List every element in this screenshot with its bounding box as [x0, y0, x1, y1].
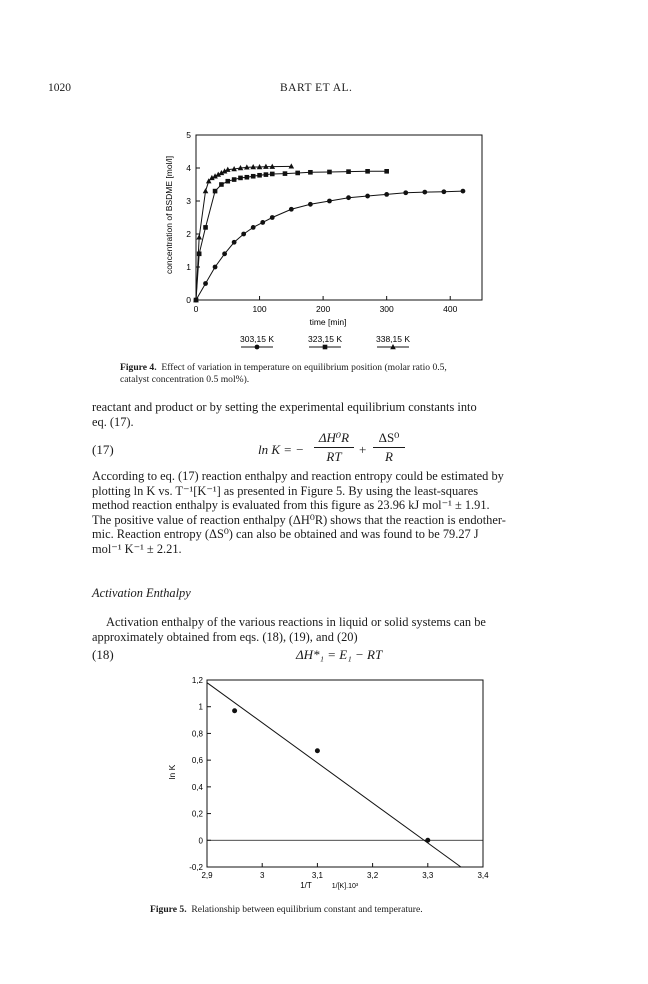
- figure-4-data-point: [260, 220, 265, 225]
- figure-5-data-point: [232, 708, 237, 713]
- figure-4-data-point: [441, 189, 446, 194]
- figure-4-data-point: [203, 281, 208, 286]
- figure-4-data-point: [365, 169, 370, 174]
- figure-4-caption-line-2: catalyst concentration 0.5 mol%).: [120, 374, 250, 385]
- figure-5-chart: [165, 672, 495, 902]
- figure-4-x-tick-label: 100: [252, 304, 267, 314]
- figure-4-data-point: [422, 190, 427, 195]
- figure-5-x-tick-label: 2,9: [201, 871, 213, 880]
- paragraph-1: [92, 400, 562, 429]
- equation-18-number: (18): [92, 647, 114, 662]
- figure-4-x-tick-label: 400: [443, 304, 458, 314]
- paragraph-2: [92, 469, 562, 557]
- equation-17-numerator-2: ΔS⁰: [378, 430, 400, 445]
- equation-17-number: (17): [92, 442, 114, 457]
- figure-5-caption: [150, 904, 510, 916]
- figure-4-data-point: [232, 240, 237, 245]
- figure-4-data-point: [251, 174, 256, 179]
- figure-5-plot-frame: [207, 680, 483, 867]
- figure-4-x-tick-label: 200: [316, 304, 331, 314]
- figure-5-x-axis-label: 1/T: [300, 881, 312, 890]
- paragraph-1-line-1: reactant and product or by setting the experimental equilibrium constants into: [92, 400, 477, 414]
- figure-5-x-tick-label: 3: [259, 871, 265, 880]
- figure-5-x-tick-label: 3,4: [477, 871, 489, 880]
- equation-17-plus: +: [359, 442, 367, 457]
- paragraph-2-line-4: The positive value of reaction enthalpy (ΔH⁰R) shows that the reaction is endother-: [92, 512, 506, 527]
- figure-4-y-axis-label: concentration of BSDME [mol/l]: [164, 155, 174, 275]
- equation-17-denominator-2: R: [385, 449, 393, 464]
- figure-4-data-point: [384, 192, 389, 197]
- figure-5-x-tick-label: 3,1: [311, 871, 323, 880]
- figure-4-data-point: [241, 232, 246, 237]
- figure-4-data-point: [219, 182, 224, 187]
- figure-4-data-point: [213, 189, 218, 194]
- figure-4-data-point: [346, 195, 351, 200]
- figure-4-data-point: [270, 215, 275, 220]
- figure-4-plot-frame: [196, 135, 482, 300]
- figure-4-data-point: [196, 234, 202, 239]
- figure-5-y-axis-label: ln K: [167, 764, 177, 780]
- paragraph-2-line-1: According to eq. (17) reaction enthalpy and reaction entropy could be estimated by: [92, 469, 504, 483]
- figure-4-data-point: [251, 225, 256, 230]
- paragraph-2-line-5: mic. Reaction entropy (ΔS⁰) can also be obtained and was found to be 79.27 J: [92, 527, 479, 542]
- figure-5-caption-body: Relationship between equilibrium constant and temperature.: [191, 904, 423, 915]
- figure-4-data-point: [327, 199, 332, 204]
- equation-17-fraction-bar-1: [314, 447, 354, 448]
- figure-4-data-point: [308, 202, 313, 207]
- figure-4-caption-line-1: Effect of variation in temperature on equilibrium position (molar ratio 0.5,: [161, 362, 447, 373]
- figure-4-data-point: [308, 170, 313, 175]
- paragraph-1-line-2: eq. (17).: [92, 414, 134, 429]
- equation-17-fraction-bar-2: [373, 447, 405, 448]
- figure-4-data-point: [384, 169, 389, 174]
- figure-5-regression-line: [207, 683, 461, 867]
- paragraph-2-line-6: mol⁻¹ K⁻¹ ± 2.21.: [92, 541, 182, 556]
- equation-17-lhs: ln K = −: [258, 442, 305, 457]
- figure-4-y-tick-label: 5: [186, 130, 191, 140]
- figure-4-y-tick-label: 2: [186, 229, 191, 239]
- equation-18: ΔH*₁ = E₁ − RT: [296, 647, 383, 662]
- equation-17-denominator-1: RT: [326, 449, 342, 464]
- figure-5-y-tick-label: 0,8: [191, 729, 203, 739]
- paragraph-3-line-2: approximately obtained from eqs. (18), (19), and (20): [92, 629, 358, 644]
- figure-4-legend-label: 338,15 K: [375, 334, 411, 344]
- figure-4-legend-label: 303,15 K: [239, 334, 275, 344]
- figure-4-series-line: [196, 171, 387, 300]
- figure-4-x-axis-label: time [min]: [309, 317, 347, 327]
- figure-5-x-tick-label: 3,3: [422, 871, 434, 880]
- page-number: 1020: [48, 82, 71, 94]
- figure-4-series-square: [194, 169, 389, 302]
- figure-4-x-tick-label: 0: [193, 304, 199, 314]
- figure-4-y-tick-label: 0: [186, 295, 191, 305]
- figure-4-legend-marker: [255, 345, 260, 350]
- figure-4-data-point: [270, 172, 275, 177]
- figure-4-data-point: [225, 179, 230, 184]
- figure-4-legend-marker: [323, 345, 328, 350]
- figure-4-y-tick-label: 4: [186, 163, 191, 173]
- figure-4-data-point: [365, 194, 370, 199]
- figure-5-y-tick-label: 1,2: [191, 676, 203, 685]
- figure-5-x-tick-label: 3,2: [367, 871, 379, 880]
- figure-5-y-tick-label: 0,4: [191, 782, 203, 792]
- figure-5-y-tick-label: 0,6: [191, 756, 203, 766]
- figure-4-data-point: [257, 173, 262, 178]
- figure-4-y-tick-label: 1: [186, 262, 191, 272]
- figure-4-data-point: [245, 175, 250, 180]
- figure-5-caption-lead: Figure 5.: [150, 904, 187, 915]
- figure-5-y-tick-label: -0,2: [189, 863, 203, 872]
- paragraph-3-line-1: Activation enthalpy of the various reactions in liquid or solid systems can be: [106, 615, 486, 629]
- figure-4-data-point: [289, 207, 294, 212]
- figure-5-y-tick-label: 0: [198, 836, 203, 846]
- figure-4-data-point: [403, 190, 408, 195]
- running-title: BART ET AL.: [280, 82, 353, 94]
- figure-4-caption-lead: Figure 4.: [120, 362, 157, 373]
- figure-4-data-point: [327, 170, 332, 175]
- figure-4-chart: [150, 125, 490, 357]
- figure-4-data-point: [203, 188, 209, 193]
- figure-4-data-point: [264, 172, 269, 177]
- figure-4-caption: [120, 362, 540, 386]
- section-heading: Activation Enthalpy: [92, 586, 191, 600]
- figure-4-x-tick-label: 300: [379, 304, 394, 314]
- figure-4-data-point: [238, 176, 243, 181]
- figure-4-data-point: [213, 265, 218, 270]
- paragraph-2-line-3: method reaction enthalpy is evaluated from this figure as 23.96 kJ mol⁻¹ ± 1.91.: [92, 498, 490, 513]
- figure-4-data-point: [232, 177, 237, 182]
- paragraph-2-line-2: plotting ln K vs. T⁻¹[K⁻¹] as presented in Figure 5. By using the least-squares: [92, 483, 479, 498]
- figure-5-y-tick-label: 1: [198, 702, 203, 712]
- figure-4-data-point: [346, 169, 351, 174]
- figure-4-data-point: [203, 225, 208, 230]
- figure-4-data-point: [283, 171, 288, 176]
- equation-17-numerator-1: ΔH⁰R: [318, 430, 350, 445]
- figure-4-legend-label: 323,15 K: [307, 334, 343, 344]
- figure-4-data-point: [222, 251, 227, 256]
- figure-4-series-line: [196, 191, 463, 300]
- figure-4-data-point: [461, 189, 466, 194]
- figure-5-x-axis-unit: 1/[K].10³: [331, 883, 359, 890]
- figure-4-data-point: [295, 171, 300, 176]
- figure-4-data-point: [197, 252, 202, 257]
- figure-4-y-tick-label: 3: [186, 196, 191, 206]
- figure-4-series-circle: [194, 189, 466, 303]
- paragraph-3: [92, 615, 562, 644]
- figure-5-data-point: [425, 838, 430, 843]
- figure-5-data-point: [315, 748, 320, 753]
- figure-5-y-tick-label: 0,2: [191, 809, 203, 819]
- equation-17: [258, 430, 418, 466]
